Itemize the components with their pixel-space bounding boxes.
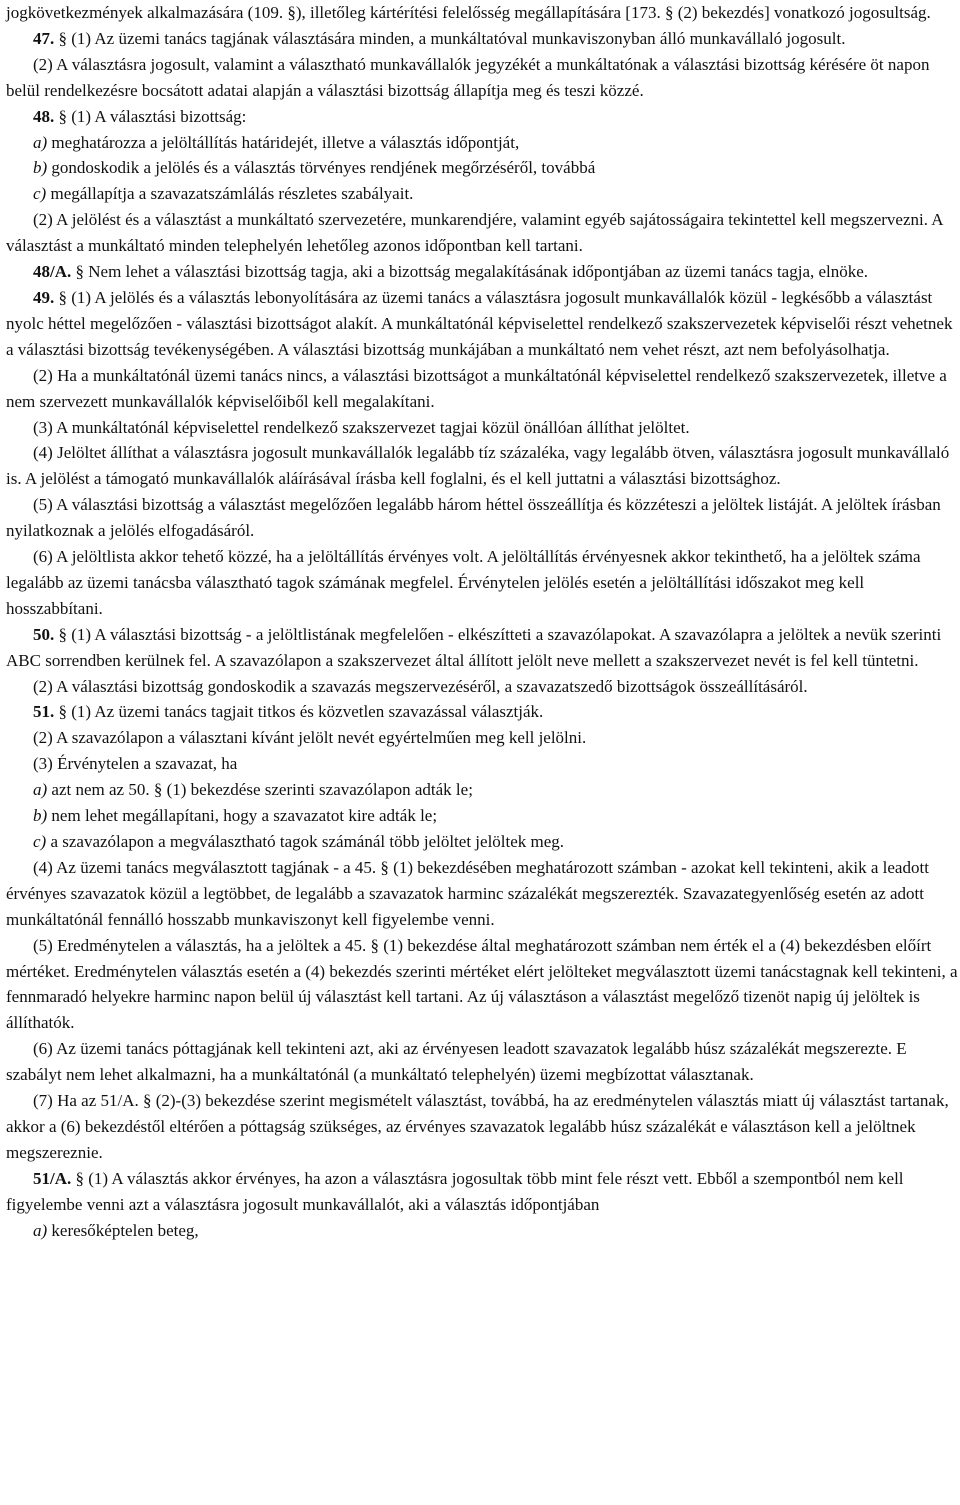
paragraph-text: meghatározza a jelöltállítás határidejét, illetve a választás időpontját, — [47, 132, 520, 152]
paragraph — [6, 674, 960, 700]
section-number: 48. — [33, 106, 55, 126]
paragraph — [6, 699, 960, 725]
paragraph-text: (2) A választásra jogosult, valamint a választható munkavállalók jegyzékét a munkáltatónak a választási bizottság kérésére öt napon belül rendelkezésre bocsátott adatai alapján a választási bizottság állapítja meg és teszi közzé. — [6, 54, 930, 100]
section-number: 51/A. — [33, 1168, 72, 1188]
list-marker: a) — [33, 1220, 48, 1240]
paragraph-text: (3) Érvénytelen a szavazat, ha — [33, 754, 238, 774]
paragraph — [6, 725, 960, 751]
paragraph — [6, 1088, 960, 1166]
paragraph-text: (5) Eredménytelen a választás, ha a jelöltek a 45. § (1) bekezdése által meghatározott számban nem érték el a (4) bekezdésben előírt mértéket. Eredménytelen választás esetén a (4) bekezdés szerinti mértéket elért jelölteket megválasztott üzemi tanácstagnak kell tekinteni, a fennmaradó helyekre harminc napon belül új választást kell tartani. Az új választáson a választást megelőző tizenöt napig új jelöltek is állíthatók. — [6, 935, 958, 1033]
paragraph-text: (2) A választási bizottság gondoskodik a szavazás megszervezéséről, a szavazatszedő bizottságok összeállításáról. — [33, 676, 808, 696]
paragraph — [6, 492, 960, 544]
paragraph — [6, 544, 960, 622]
paragraph-text: (2) A szavazólapon a választani kívánt jelölt nevét egyértelműen meg kell jelölni. — [33, 728, 587, 748]
paragraph — [6, 363, 960, 415]
paragraph — [6, 0, 960, 26]
paragraph-text: § (1) A jelölés és a választás lebonyolítására az üzemi tanács a választásra jogosult munkavállalók közül - legkésőbb a választást nyolc héttel megelőzően - választási bizottságot alakít. A munkáltatónál képviselettel rendelkező szakszervezetek képviselői részt vehetnek a választási bizottság tevékenységében. A választási bizottság munkájában a munkáltató nem vehet részt, azt nem befolyásolhatja. — [6, 287, 953, 359]
paragraph-text: (6) Az üzemi tanács póttagjának kell tekinteni azt, aki az érvényesen leadott szavazatok legalább húsz százalékát megszerezte. E szabályt nem lehet alkalmazni, ha a munkáltatónál (a munkáltató telephelyén) üzemi megbízottat választanak. — [6, 1039, 907, 1085]
list-marker: c) — [33, 832, 47, 851]
paragraph — [6, 829, 960, 855]
paragraph — [6, 751, 960, 777]
paragraph — [6, 415, 960, 441]
list-marker: a) — [33, 132, 48, 152]
paragraph — [6, 259, 960, 285]
paragraph — [6, 1218, 960, 1244]
section-number: 48/A. — [33, 262, 72, 282]
list-marker: b) — [33, 158, 48, 178]
paragraph-text: (6) A jelöltlista akkor tehető közzé, ha a jelöltállítás érvényes volt. A jelöltállítás érvényesnek akkor tekinthető, ha a jelöltek száma legalább az üzemi tanácsba választható tagok számának megfelel. Érvénytelen jelölés esetén a jelöltállítási időszakot meg kell hosszabbítani. — [6, 547, 921, 618]
paragraph — [6, 1036, 960, 1088]
paragraph — [6, 622, 960, 674]
paragraph — [6, 207, 960, 259]
paragraph-text: § (1) Az üzemi tanács tagjait titkos és közvetlen szavazással választják. — [54, 702, 544, 722]
list-marker: a) — [33, 780, 48, 800]
paragraph-text: keresőképtelen beteg, — [47, 1220, 199, 1240]
paragraph — [6, 26, 960, 52]
paragraph-text: (7) Ha az 51/A. § (2)-(3) bekezdése szerint megismételt választást, továbbá, ha az eredménytelen választás miatt új választást tartanak, akkor a (6) bekezdéstől eltérően a póttagság szükséges, az érvényes szavazatok legalább húsz százalékát e választáson kell a jelöltnek megszereznie. — [6, 1091, 949, 1162]
paragraph-text: nem lehet megállapítani, hogy a szavazatot kire adták le; — [47, 806, 438, 826]
paragraph — [6, 803, 960, 829]
paragraph — [6, 933, 960, 1037]
paragraph — [6, 104, 960, 130]
paragraph — [6, 777, 960, 803]
paragraph-text: (2) Ha a munkáltatónál üzemi tanács nincs, a választási bizottságot a munkáltatónál képviselettel rendelkező szakszervezetek, illetve a nem szervezett munkavállalók képviselőiből kell megalakítani. — [6, 365, 947, 411]
section-number: 50. — [33, 624, 55, 644]
paragraph-text: (4) Az üzemi tanács megválasztott tagjának - a 45. § (1) bekezdésében meghatározott számban - azokat kell tekinteni, akik a leadott érvényes szavazatok közül a legtöbbet, de legalább a szavazatok harminc százalékát megszerezték. Szavazategyenlőség esetén az adott munkáltatónál fennálló hosszabb munkaviszonyt kell figyelembe venni. — [6, 857, 929, 929]
paragraph-text: jogkövetkezmények alkalmazására (109. §), illetőleg kártérítési felelősség megállapítására [173. § (2) bekezdés] vonatkozó jogosultság. — [6, 3, 931, 22]
paragraph — [6, 285, 960, 363]
list-marker: c) — [33, 184, 47, 204]
paragraph — [6, 52, 960, 104]
section-number: 47. — [33, 28, 55, 48]
paragraph-text: § (1) A választás akkor érvényes, ha azon a választásra jogosultak több mint fele részt vett. Ebből a szempontból nem kell figyelembe venni azt a választásra jogosult munkavállalót, aki a választás időpontjában — [6, 1168, 904, 1214]
paragraph-text: gondoskodik a jelölés és a választás törvényes rendjének megőrzéséről, továbbá — [47, 158, 596, 178]
paragraph — [6, 155, 960, 181]
document-body — [6, 0, 960, 1244]
paragraph — [6, 181, 960, 207]
paragraph-text: (4) Jelöltet állíthat a választásra jogosult munkavállalók legalább tíz százaléka, vagy legalább ötven, választásra jogosult munkavállaló is. A jelölést a támogató munkavállalók aláírásával írásba kell foglalni, és el kell juttatni a választási bizottsághoz. — [6, 443, 950, 489]
paragraph-text: (5) A választási bizottság a választást megelőzően legalább három héttel összeállítja és közzéteszi a jelöltek listáját. A jelöltek írásban nyilatkoznak a jelölés elfogadásáról. — [6, 495, 941, 541]
paragraph — [6, 1166, 960, 1218]
paragraph-text: (2) A jelölést és a választást a munkáltató szervezetére, munkarendjére, valamint egyéb sajátosságaira tekintettel kell megszervezni. A választást a munkáltató minden telephelyén lehetőleg azonos időpontban kell tartani. — [6, 210, 943, 256]
paragraph — [6, 855, 960, 933]
paragraph-text: azt nem az 50. § (1) bekezdése szerinti szavazólapon adták le; — [47, 780, 473, 800]
section-number: 49. — [33, 287, 55, 307]
paragraph-text: § (1) A választási bizottság: — [54, 106, 247, 126]
paragraph-text: § Nem lehet a választási bizottság tagja, aki a bizottság megalakításának időpontjában az üzemi tanács tagja, elnöke. — [71, 262, 869, 282]
paragraph-text: a szavazólapon a megválasztható tagok számánál több jelöltet jelöltek meg. — [46, 832, 565, 851]
list-marker: b) — [33, 806, 48, 826]
paragraph-text: (3) A munkáltatónál képviselettel rendelkező szakszervezet tagjai közül önállóan állíthat jelöltet. — [33, 417, 690, 437]
paragraph-text: megállapítja a szavazatszámlálás részletes szabályait. — [46, 184, 414, 204]
section-number: 51. — [33, 702, 55, 722]
paragraph — [6, 440, 960, 492]
paragraph-text: § (1) A választási bizottság - a jelöltlistának megfelelően - elkészítteti a szavazólapokat. A szavazólapra a jelöltek a nevük szerinti ABC sorrendben kerülnek fel. A szavazólapon a szakszervezet által állított jelölt neve mellett a szakszervezet nevét is fel kell tüntetni. — [6, 624, 942, 670]
paragraph — [6, 130, 960, 156]
paragraph-text: § (1) Az üzemi tanács tagjának választására minden, a munkáltatóval munkaviszonyban álló munkavállaló jogosult. — [54, 28, 846, 48]
